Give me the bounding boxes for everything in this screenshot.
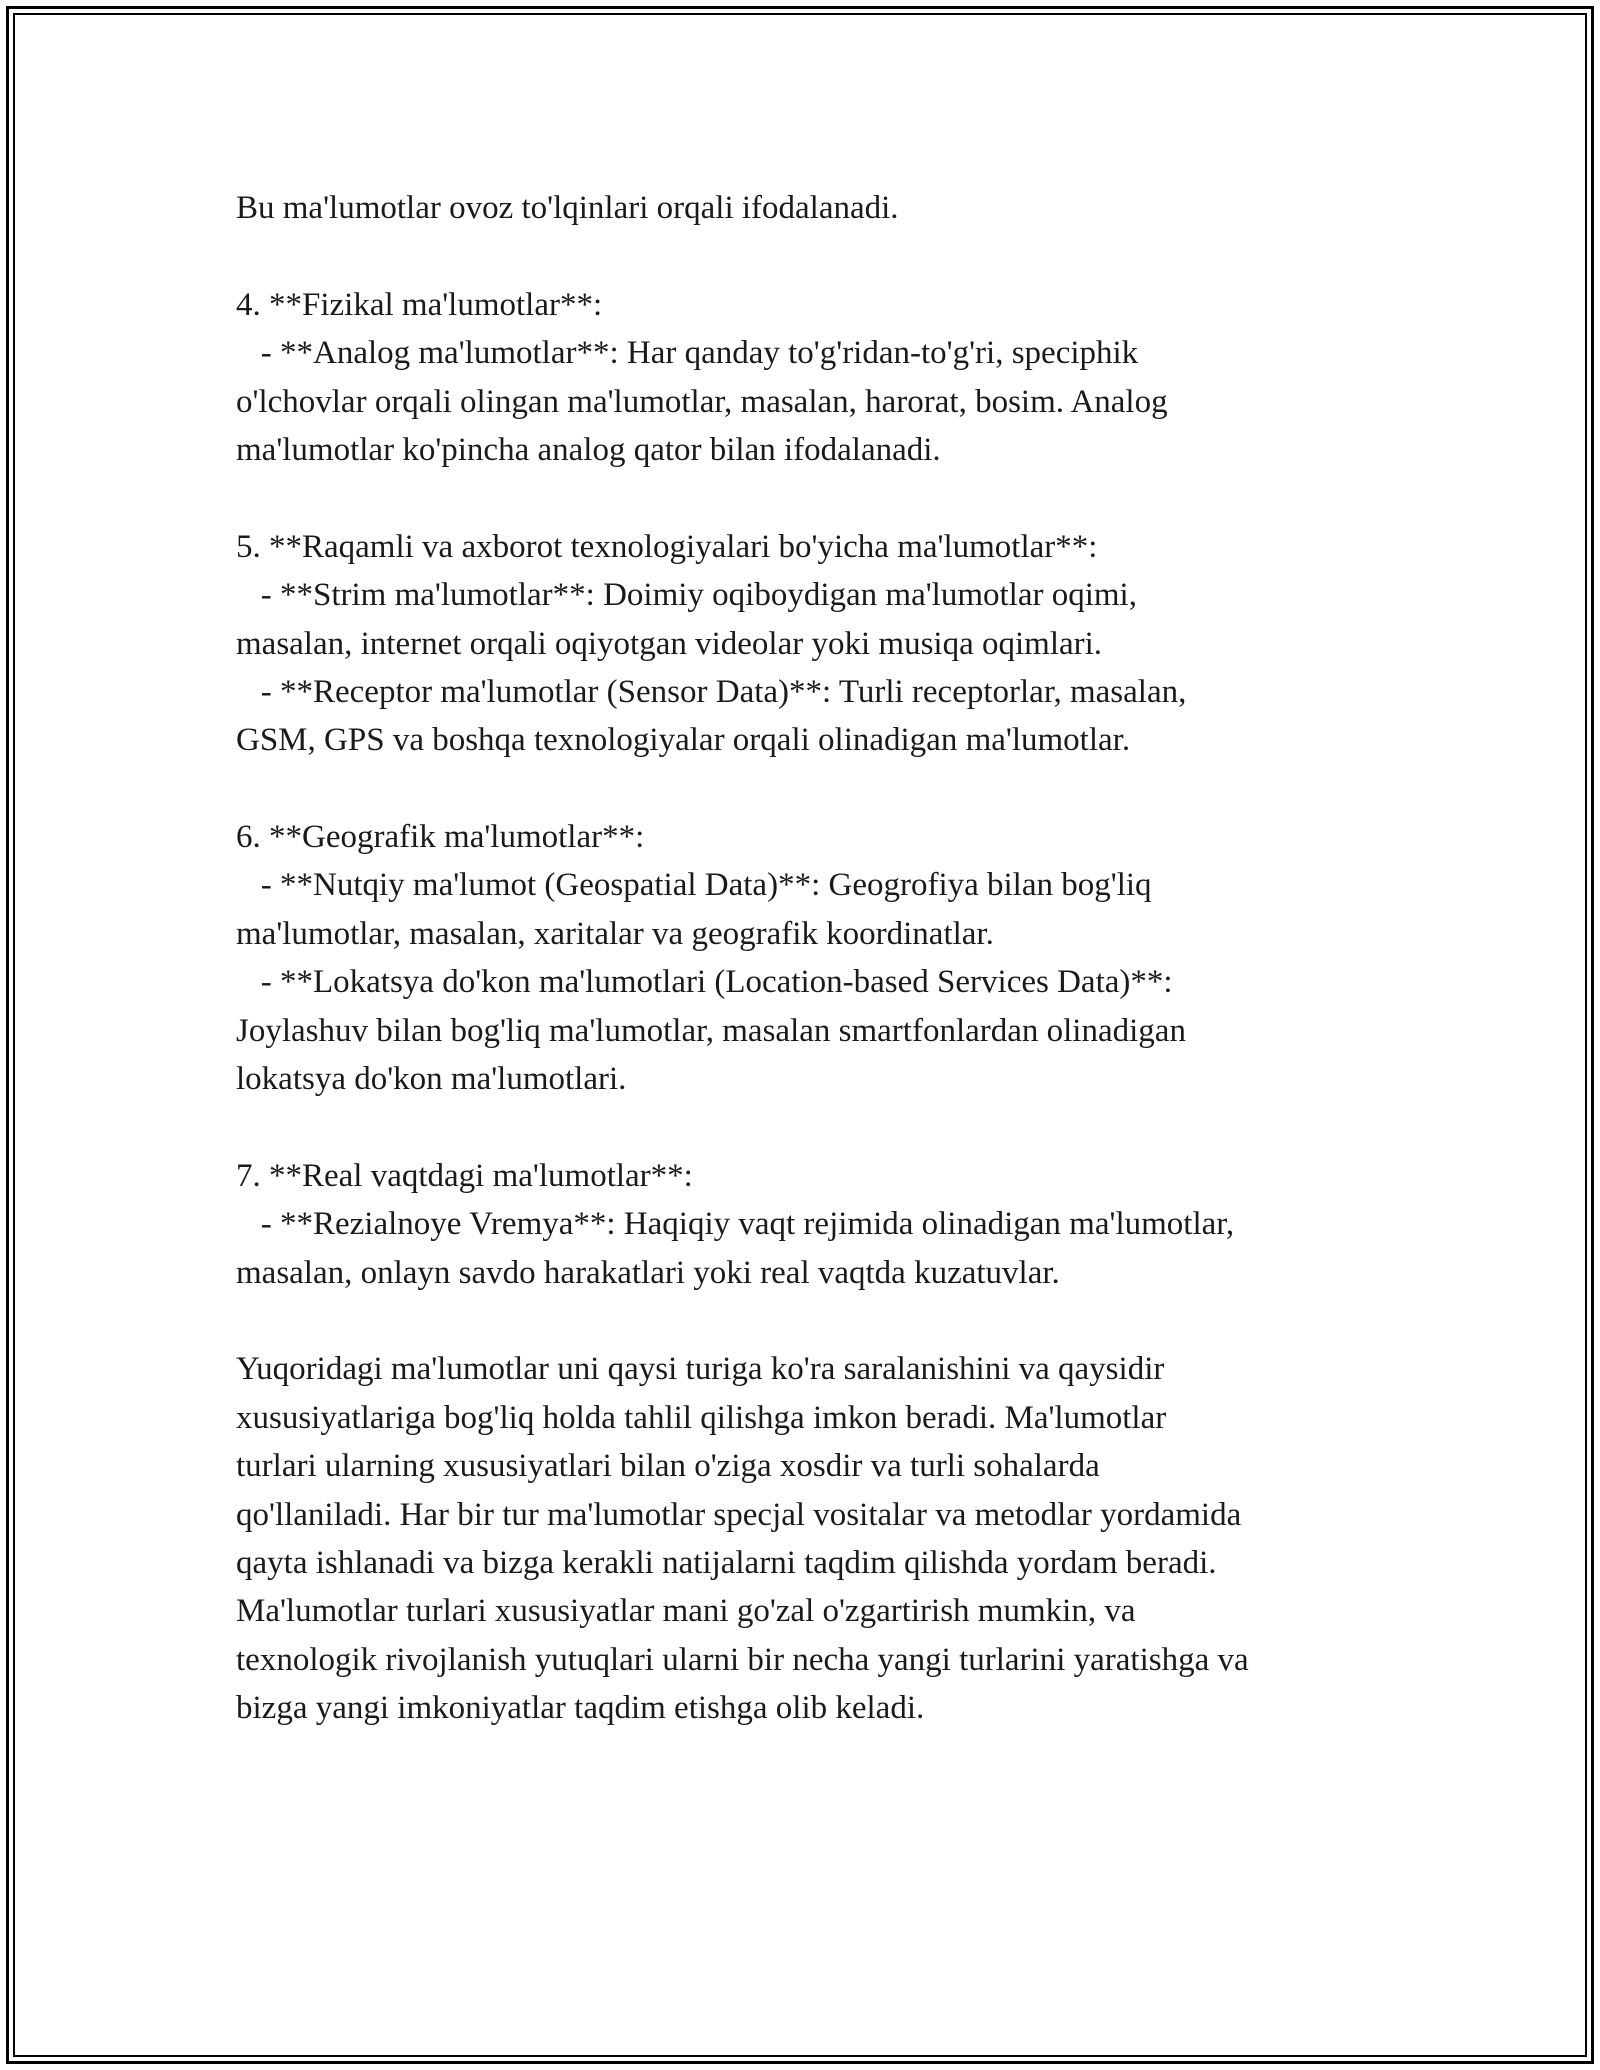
paragraph-line: qayta ishlanadi va bizga kerakli natijalarni taqdim qilishda yordam beradi. bbox=[236, 1544, 1217, 1581]
list-item-line: - **Lokatsya do'kon ma'lumotlari (Location-based Services Data)**: bbox=[236, 964, 1173, 1001]
list-item-line: lokatsya do'kon ma'lumotlari. bbox=[236, 1061, 627, 1098]
list-item-line: ma'lumotlar ko'pincha analog qator bilan ifodalanadi. bbox=[236, 431, 941, 468]
paragraph-line: texnologik rivojlanish yutuqlari ularni bir necha yangi turlarini yaratishga va bbox=[236, 1641, 1249, 1678]
paragraph-gap bbox=[236, 765, 1386, 813]
list-item-line: - **Analog ma'lumotlar**: Har qanday to'g'ridan-to'g'ri, speciphik bbox=[236, 335, 1139, 372]
list-item-line: - **Nutqiy ma'lumot (Geospatial Data)**: Geogrofiya bilan bog'liq bbox=[236, 867, 1152, 904]
paragraph-gap bbox=[236, 1297, 1386, 1345]
paragraph-line: xususiyatlariga bog'liq holda tahlil qilishga imkon beradi. Ma'lumotlar bbox=[236, 1399, 1167, 1436]
section-heading: 5. **Raqamli va axborot texnologiyalari bo'yicha ma'lumotlar**: bbox=[236, 528, 1098, 565]
list-item-line: GSM, GPS va boshqa texnologiyalar orqali olinadigan ma'lumotlar. bbox=[236, 722, 1131, 759]
list-item-line: - **Strim ma'lumotlar**: Doimiy oqiboydigan ma'lumotlar oqimi, bbox=[236, 577, 1137, 614]
section-heading: 7. **Real vaqtdagi ma'lumotlar**: bbox=[236, 1157, 693, 1194]
paragraph-line: qo'llaniladi. Har bir tur ma'lumotlar specjal vositalar va metodlar yordamida bbox=[236, 1496, 1242, 1533]
document-body bbox=[236, 184, 1386, 1733]
paragraph-gap bbox=[236, 1103, 1386, 1151]
intro-line: Bu ma'lumotlar ovoz to'lqinlari orqali ifodalanadi. bbox=[236, 190, 899, 226]
paragraph-line: Yuqoridagi ma'lumotlar uni qaysi turiga ko'ra saralanishini va qaysidir bbox=[236, 1351, 1165, 1388]
list-item-line: - **Receptor ma'lumotlar (Sensor Data)**: Turli receptorlar, masalan, bbox=[236, 673, 1187, 710]
list-item-line: - **Rezialnoye Vremya**: Haqiqiy vaqt rejimida olinadigan ma'lumotlar, bbox=[236, 1206, 1235, 1243]
section-digital-data bbox=[236, 523, 1386, 765]
section-physical-data bbox=[236, 281, 1386, 475]
list-item-line: o'lchovlar orqali olingan ma'lumotlar, masalan, harorat, bosim. Analog bbox=[236, 383, 1168, 420]
paragraph-gap bbox=[236, 474, 1386, 522]
conclusion-paragraph bbox=[236, 1345, 1386, 1732]
section-heading: 6. **Geografik ma'lumotlar**: bbox=[236, 819, 645, 856]
paragraph-line: turlari ularning xususiyatlari bilan o'ziga xosdir va turli sohalarda bbox=[236, 1448, 1100, 1485]
paragraph-line: bizga yangi imkoniyatlar taqdim etishga olib keladi. bbox=[236, 1690, 925, 1727]
section-realtime-data bbox=[236, 1152, 1386, 1297]
list-item-line: ma'lumotlar, masalan, xaritalar va geografik koordinatlar. bbox=[236, 915, 994, 952]
section-heading: 4. **Fizikal ma'lumotlar**: bbox=[236, 286, 603, 323]
list-item-line: Joylashuv bilan bog'liq ma'lumotlar, masalan smartfonlardan olinadigan bbox=[236, 1012, 1186, 1049]
section-geographic-data bbox=[236, 813, 1386, 1103]
paragraph-line: Ma'lumotlar turlari xususiyatlar mani go'zal o'zgartirish mumkin, va bbox=[236, 1593, 1136, 1630]
list-item-line: masalan, onlayn savdo harakatlari yoki real vaqtda kuzatuvlar. bbox=[236, 1254, 1060, 1291]
paragraph-gap bbox=[236, 232, 1386, 280]
list-item-line: masalan, internet orqali oqiyotgan videolar yoki musiqa oqimlari. bbox=[236, 625, 1103, 662]
